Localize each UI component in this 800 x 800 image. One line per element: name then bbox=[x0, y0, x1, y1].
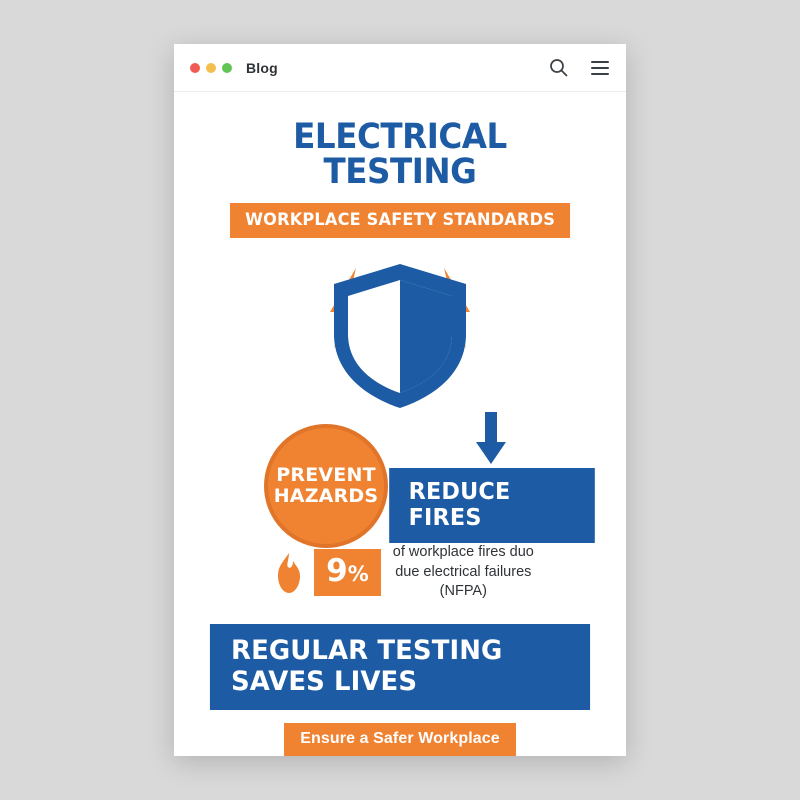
flame-icon bbox=[276, 552, 302, 594]
badge-line-2: HAZARDS bbox=[273, 485, 379, 507]
statistic-source: (NFPA) bbox=[439, 583, 487, 600]
arrow-down-icon bbox=[474, 412, 508, 468]
page-title: ELECTRICAL TESTING bbox=[293, 117, 507, 192]
statistic-number: 9 bbox=[326, 553, 348, 590]
shield-with-lightning-bolts-icon bbox=[284, 260, 516, 410]
titlebar-actions bbox=[548, 58, 610, 78]
minimize-window-button[interactable] bbox=[206, 63, 216, 73]
maximize-window-button[interactable] bbox=[222, 63, 232, 73]
footer-banner: REGULAR TESTING SAVES LIVES bbox=[210, 624, 590, 710]
statistic-value-box bbox=[314, 549, 381, 596]
statistic-line-2: due electrical failures bbox=[395, 563, 532, 580]
close-window-button[interactable] bbox=[190, 63, 200, 73]
browser-window bbox=[174, 44, 626, 756]
badge-line-1: PREVENT bbox=[276, 464, 376, 487]
statistic-line-1: of workplace fires duo bbox=[392, 544, 534, 561]
statistic-description bbox=[393, 543, 534, 602]
search-icon[interactable] bbox=[548, 58, 568, 78]
percent-symbol: % bbox=[347, 562, 369, 587]
traffic-light-controls bbox=[190, 63, 232, 73]
window-title: Blog bbox=[246, 59, 278, 76]
hamburger-menu-icon[interactable] bbox=[590, 58, 610, 78]
middle-row bbox=[202, 412, 598, 537]
shield-illustration bbox=[202, 260, 598, 410]
window-titlebar bbox=[174, 44, 626, 92]
reduce-fires-banner: REDUCE FIRES bbox=[389, 468, 595, 543]
poster-content bbox=[174, 92, 626, 756]
subtitle-banner: WORKPLACE SAFETY STANDARDS bbox=[230, 203, 570, 238]
prevent-hazards-badge bbox=[264, 424, 388, 548]
hamburger-bars bbox=[591, 61, 609, 75]
statistic-row bbox=[266, 543, 534, 602]
call-to-action-banner: Ensure a Safer Workplace bbox=[284, 723, 516, 756]
